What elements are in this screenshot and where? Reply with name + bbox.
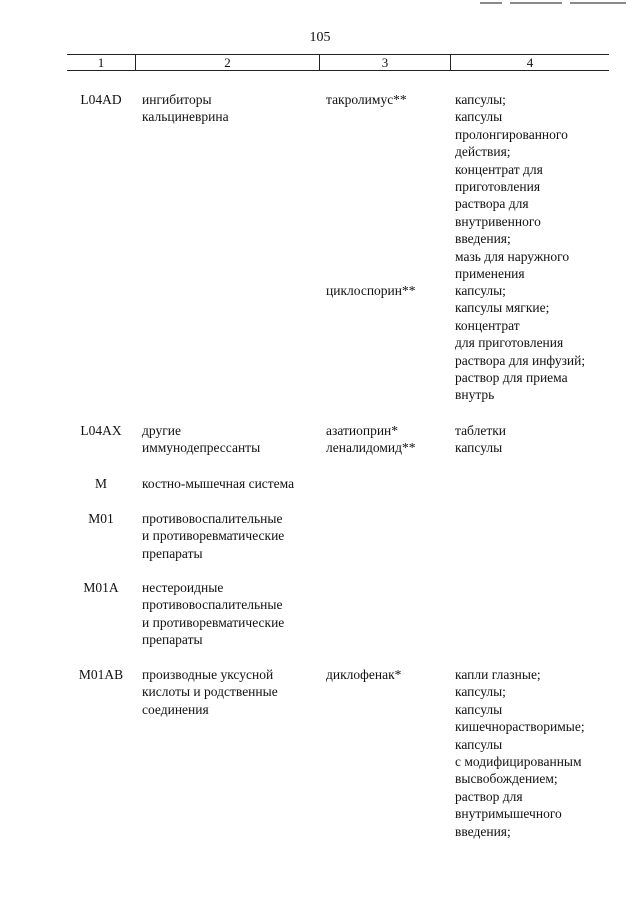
table-header [67, 54, 609, 71]
dosage-forms: капсулы; капсулы пролонгированного действия; концентрат для приготовления раствора для внутривенного введения; мазь для наружного применения [455, 92, 570, 282]
scan-corner-marks [480, 0, 630, 6]
drug-name: азатиоприн* леналидомид** [326, 423, 416, 456]
atc-code: M [94, 476, 107, 491]
drug-name: такролимус** [326, 92, 407, 107]
anatomical-therapeutic-group: нестероидные противовоспалительные и противоревматические препараты [142, 580, 285, 648]
atc-code: M01 [88, 511, 114, 526]
header-col-3: 3 [381, 55, 389, 70]
drug-name: диклофенак* [326, 667, 402, 682]
anatomical-therapeutic-group: производные уксусной кислоты и родственные соединения [142, 667, 278, 717]
page-number: 105 [309, 30, 331, 45]
atc-code: L04AX [80, 423, 122, 438]
anatomical-therapeutic-group: противовоспалительные и противоревматические препараты [142, 511, 285, 561]
anatomical-therapeutic-group: костно-мышечная система [142, 476, 295, 491]
atc-code: L04AD [80, 92, 122, 107]
dosage-forms: капсулы; капсулы мягкие; концентрат для приготовления раствора для инфузий; раствор для приема внутрь [455, 283, 586, 403]
header-col-1: 1 [97, 55, 105, 70]
drug-name: циклоспорин** [326, 283, 416, 298]
atc-code: M01A [83, 580, 119, 595]
header-col-2: 2 [224, 55, 231, 70]
dosage-forms: таблетки капсулы [455, 423, 507, 456]
atc-code: M01AB [78, 667, 124, 682]
header-col-4: 4 [526, 55, 534, 70]
anatomical-therapeutic-group: ингибиторы кальциневрина [142, 92, 229, 125]
anatomical-therapeutic-group: другие иммунодепрессанты [142, 423, 261, 456]
dosage-forms: капли глазные; капсулы; капсулы кишечнорастворимые; капсулы с модифицированным высвобождением; раствор для внутримышечного введения; [455, 667, 585, 839]
